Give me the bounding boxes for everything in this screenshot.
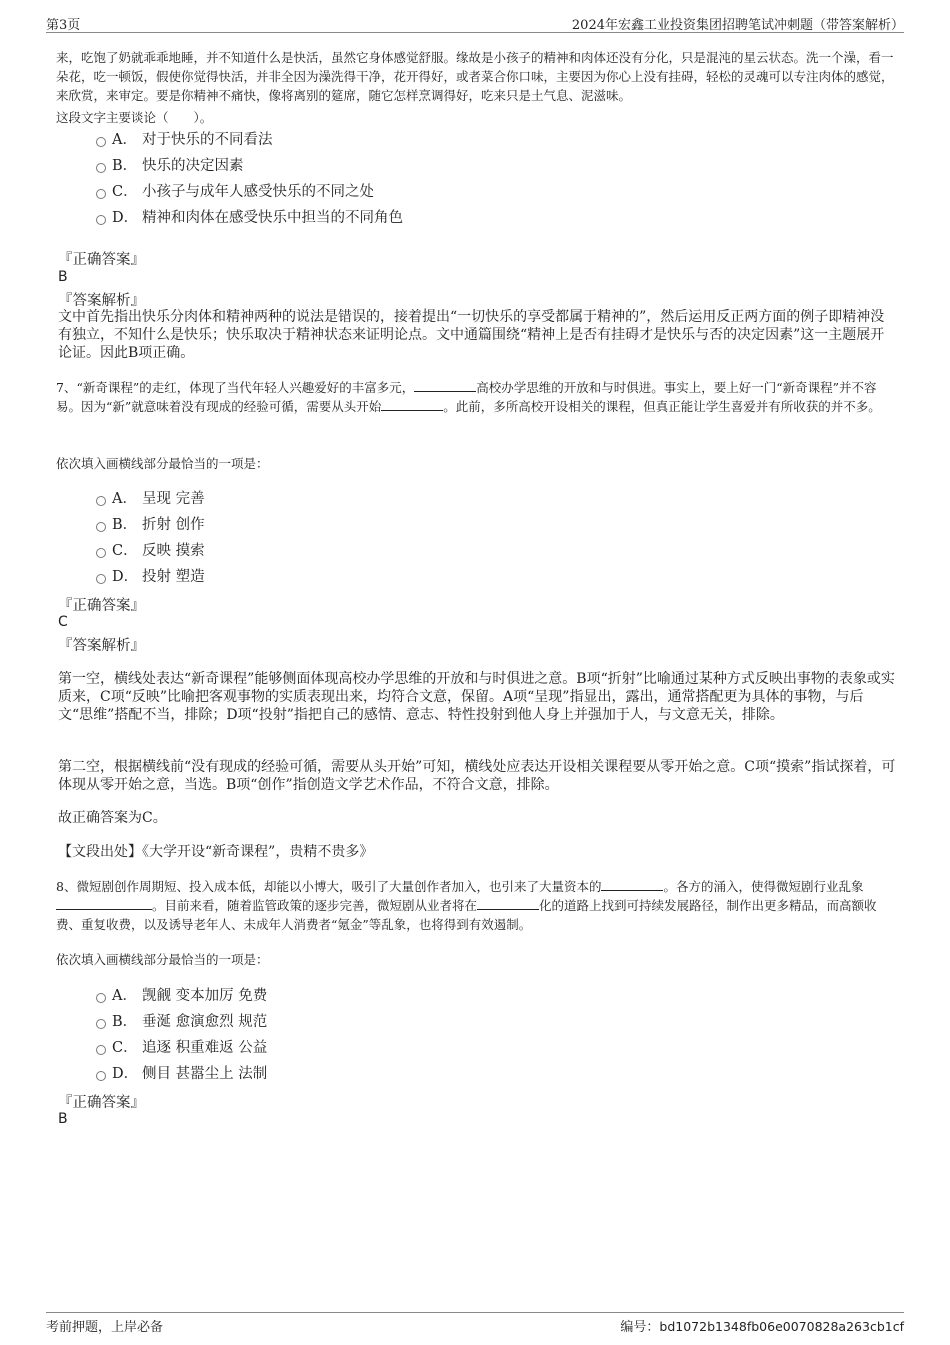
footer-slogan: 考前押题，上岸必备: [46, 1320, 164, 1335]
blank-line: [56, 897, 152, 910]
radio-icon[interactable]: [96, 1019, 106, 1029]
radio-icon[interactable]: [96, 163, 106, 173]
radio-icon[interactable]: [96, 1045, 106, 1055]
blank-line: [477, 897, 539, 910]
radio-icon[interactable]: [96, 189, 106, 199]
q6-options: [96, 127, 403, 231]
q7-analysis-para3: 故正确答案为C。: [58, 810, 167, 826]
radio-icon[interactable]: [96, 137, 106, 147]
blank-line: [381, 398, 443, 411]
q6-answer: B: [58, 269, 68, 285]
document-code: 编号：bd1072b1348fb06e0070828a263cb1cf: [620, 1319, 904, 1335]
radio-icon[interactable]: [96, 993, 106, 1003]
q7-answer-label: 『正确答案』: [58, 598, 145, 614]
q8-options: [96, 983, 267, 1087]
q8-answer-label: 『正确答案』: [58, 1095, 145, 1111]
q7-analysis-para1: 第一空，横线处表达“新奇课程”能够侧面体现高校办学思维的开放和与时俱进之意。B项“折射”比喻通过某种方式反映出事物的表象或实质来，C项“反映”比喻把客观事物的实质表现出来，均符合文意，保留。A项“呈现”指显出，露出，通常搭配更为具体的事物，与后文“思维”搭配不当，排除；D项“投射”指把自己的感情、意志、特性投射到他人身上并强加于人，与文意无关，排除。: [58, 671, 895, 723]
radio-icon[interactable]: [96, 574, 106, 584]
q8-stem: 8、微短剧创作周期短、投入成本低，却能以小博大，吸引了大量创作者加入，也引来了大量资本的 。各方的涌入，使得微短剧行业乱象。目前来看，随着监管政策的逐步完善，微短剧从业者将在 化的道路上找到可持续发展路径，制作出更多精品，而高额收费、重复收费，以及诱导老年人、未成年人消费者“氪金”等乱象，也将得到有效遏制。: [56, 879, 877, 932]
q6-passage: 来，吃饱了奶就乖乖地睡，并不知道什么是快活，虽然它身体感觉舒服。缘故是小孩子的精神和肉体还没有分化，只是混沌的星云状态。洗一个澡，看一朵花，吃一顿饭，假使你觉得快活，并非全因为澡洗得干净，花开得好，或者菜合你口味，主要因为你心上没有挂碍，轻松的灵魂可以专注肉体的感觉，来欣赏，来审定。要是你精神不痛快，像将离别的筵席，随它怎样烹调得好，吃来只是土气息、泥滋味。: [56, 50, 894, 103]
page-footer: [46, 1312, 904, 1335]
q6-option-c[interactable]: C． 小孩子与成年人感受快乐的不同之处: [96, 179, 403, 205]
q6-answer-label: 『正确答案』: [58, 252, 145, 268]
document-title: 2024年宏鑫工业投资集团招聘笔试冲刺题（带答案解析）: [571, 18, 904, 33]
q7-option-b[interactable]: B． 折射 创作: [96, 512, 205, 538]
q8-option-a[interactable]: A． 觊觎 变本加厉 免费: [96, 983, 267, 1009]
q7-answer: C: [58, 614, 68, 630]
q7-prompt: 依次填入画横线部分最恰当的一项是：: [56, 456, 269, 471]
q8-option-b[interactable]: B． 垂涎 愈演愈烈 规范: [96, 1009, 267, 1035]
q7-source: 【文段出处】《大学开设“新奇课程”，贵精不贵多》: [58, 844, 374, 860]
blank-line: [601, 878, 663, 891]
q8-option-d[interactable]: D． 侧目 甚嚣尘上 法制: [96, 1061, 267, 1087]
q6-analysis-label: 『答案解析』: [58, 293, 145, 309]
q6-prompt: 这段文字主要谈论（ ）。: [56, 110, 213, 125]
radio-icon[interactable]: [96, 496, 106, 506]
q7-option-c[interactable]: C． 反映 摸索: [96, 538, 205, 564]
q7-option-a[interactable]: A． 呈现 完善: [96, 486, 205, 512]
q6-option-d[interactable]: D． 精神和肉体在感受快乐中担当的不同角色: [96, 205, 403, 231]
q6-analysis: 文中首先指出快乐分肉体和精神两种的说法是错误的，接着提出“一切快乐的享受都属于精神的”，然后运用反正两方面的例子即精神没有独立，不知什么是快乐；快乐取决于精神状态来证明论点。文中通篇围绕“精神上是否有挂碍才是快乐与否的决定因素”这一主题展开论证。因此B项正确。: [58, 309, 885, 361]
q8-option-c[interactable]: C． 追逐 积重难返 公益: [96, 1035, 267, 1061]
q7-analysis-para2: 第二空，根据横线前“没有现成的经验可循，需要从头开始”可知，横线处应表达开设相关课程要从零开始之意。C项“摸索”指试探着，可体现从零开始之意，当选。B项“创作”指创造文学艺术作品，不符合文意，排除。: [58, 759, 896, 793]
page-number: 第3页: [46, 18, 81, 33]
radio-icon[interactable]: [96, 522, 106, 532]
q6-option-a[interactable]: A． 对于快乐的不同看法: [96, 127, 403, 153]
page-header: [46, 12, 904, 33]
q8-answer: B: [58, 1111, 68, 1127]
q7-options: [96, 486, 205, 590]
q7-stem: 7、“新奇课程”的走红，体现了当代年轻人兴趣爱好的丰富多元， 高校办学思维的开放和与时俱进。事实上，要上好一门“新奇课程”并不容易。因为“新”就意味着没有现成的经验可循，需要从头开始 。此前，多所高校开设相关的课程，但真正能让学生喜爱并有所收获的并不多。: [56, 380, 881, 414]
radio-icon[interactable]: [96, 548, 106, 558]
q7-analysis-label: 『答案解析』: [58, 638, 145, 654]
q6-option-b[interactable]: B． 快乐的决定因素: [96, 153, 403, 179]
radio-icon[interactable]: [96, 1071, 106, 1081]
q8-prompt: 依次填入画横线部分最恰当的一项是：: [56, 952, 269, 967]
blank-line: [414, 379, 476, 392]
radio-icon[interactable]: [96, 215, 106, 225]
q7-option-d[interactable]: D． 投射 塑造: [96, 564, 205, 590]
